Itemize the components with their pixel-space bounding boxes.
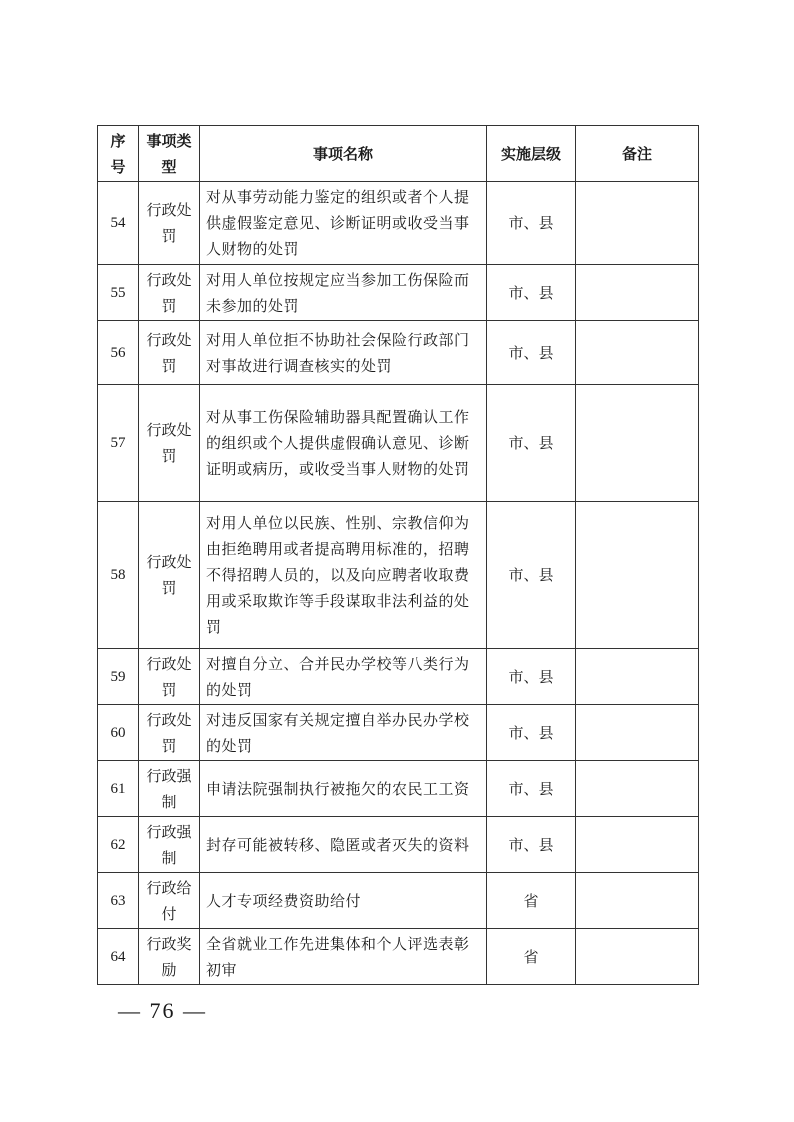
- page-number: — 76 —: [118, 998, 207, 1023]
- row-number: 54: [98, 182, 139, 265]
- row-name: 对用人单位以民族、性别、宗教信仰为由拒绝聘用或者提高聘用标准的，招聘不得招聘人员的，以及向应聘者收取费用或采取欺诈等手段谋取非法利益的处罚: [200, 502, 487, 649]
- row-name: 封存可能被转移、隐匿或者灭失的资料: [200, 817, 487, 873]
- row-note: [576, 321, 699, 385]
- row-number: 64: [98, 929, 139, 985]
- header-no: 序号: [98, 126, 139, 182]
- row-note: [576, 182, 699, 265]
- row-note: [576, 929, 699, 985]
- table-row: [98, 873, 699, 929]
- row-number: 59: [98, 649, 139, 705]
- row-note: [576, 761, 699, 817]
- row-note: [576, 502, 699, 649]
- row-name: 对擅自分立、合并民办学校等八类行为的处罚: [200, 649, 487, 705]
- row-name: 对用人单位按规定应当参加工伤保险而未参加的处罚: [200, 265, 487, 321]
- row-note: [576, 385, 699, 502]
- table-row: [98, 929, 699, 985]
- table-row: [98, 705, 699, 761]
- header-name: 事项名称: [200, 126, 487, 182]
- row-type: 行政处罚: [139, 182, 200, 265]
- row-level: 市、县: [487, 649, 576, 705]
- row-level: 市、县: [487, 321, 576, 385]
- table-row: [98, 321, 699, 385]
- items-table: [97, 125, 699, 985]
- row-level: 市、县: [487, 385, 576, 502]
- row-level: 市、县: [487, 265, 576, 321]
- row-note: [576, 705, 699, 761]
- row-type: 行政处罚: [139, 385, 200, 502]
- row-name: 人才专项经费资助给付: [200, 873, 487, 929]
- row-type: 行政处罚: [139, 705, 200, 761]
- row-note: [576, 817, 699, 873]
- row-type: 行政给付: [139, 873, 200, 929]
- row-name: 对违反国家有关规定擅自举办民办学校的处罚: [200, 705, 487, 761]
- row-type: 行政奖励: [139, 929, 200, 985]
- row-type: 行政处罚: [139, 321, 200, 385]
- row-level: 市、县: [487, 817, 576, 873]
- table-row: [98, 385, 699, 502]
- header-type: 事项类型: [139, 126, 200, 182]
- row-number: 61: [98, 761, 139, 817]
- row-name: 全省就业工作先进集体和个人评选表彰初审: [200, 929, 487, 985]
- table-row: [98, 761, 699, 817]
- header-row: [98, 126, 699, 182]
- table-row: [98, 502, 699, 649]
- table-row: [98, 182, 699, 265]
- table-row: [98, 817, 699, 873]
- row-number: 60: [98, 705, 139, 761]
- row-number: 63: [98, 873, 139, 929]
- row-note: [576, 649, 699, 705]
- row-type: 行政处罚: [139, 265, 200, 321]
- row-number: 56: [98, 321, 139, 385]
- row-name: 申请法院强制执行被拖欠的农民工工资: [200, 761, 487, 817]
- row-type: 行政强制: [139, 761, 200, 817]
- row-number: 57: [98, 385, 139, 502]
- header-level: 实施层级: [487, 126, 576, 182]
- table-row: [98, 649, 699, 705]
- row-level: 省: [487, 929, 576, 985]
- row-type: 行政强制: [139, 817, 200, 873]
- row-level: 市、县: [487, 502, 576, 649]
- row-note: [576, 873, 699, 929]
- row-type: 行政处罚: [139, 502, 200, 649]
- row-level: 市、县: [487, 182, 576, 265]
- table-row: [98, 265, 699, 321]
- row-name: 对用人单位拒不协助社会保险行政部门对事故进行调查核实的处罚: [200, 321, 487, 385]
- row-number: 58: [98, 502, 139, 649]
- row-name: 对从事工伤保险辅助器具配置确认工作的组织或个人提供虚假确认意见、诊断证明或病历，或收受当事人财物的处罚: [200, 385, 487, 502]
- row-note: [576, 265, 699, 321]
- row-level: 省: [487, 873, 576, 929]
- row-type: 行政处罚: [139, 649, 200, 705]
- header-note: 备注: [576, 126, 699, 182]
- row-number: 55: [98, 265, 139, 321]
- row-level: 市、县: [487, 761, 576, 817]
- row-name: 对从事劳动能力鉴定的组织或者个人提供虚假鉴定意见、诊断证明或收受当事人财物的处罚: [200, 182, 487, 265]
- row-number: 62: [98, 817, 139, 873]
- row-level: 市、县: [487, 705, 576, 761]
